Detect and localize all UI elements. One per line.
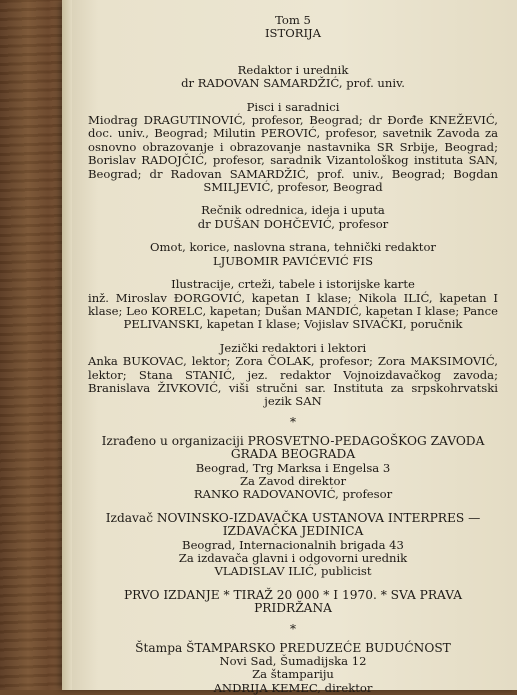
organization-address: Beograd, Trg Marksa i Engelsa 3 bbox=[195, 460, 391, 475]
organization-director-name: RANKO RADOVANOVIĆ, profesor bbox=[193, 487, 393, 502]
volume-number: Tom 5 bbox=[275, 13, 311, 27]
edition-line-2: PRIDRŽANA bbox=[254, 601, 332, 616]
publisher-address: Beograd, Internacionalnih brigada 43 bbox=[182, 537, 404, 552]
separator-star: * bbox=[290, 414, 296, 429]
printer-director-role: Za štampariju bbox=[252, 667, 334, 682]
editor-name: dr RADOVAN SAMARDŽIĆ, prof. univ. bbox=[181, 76, 405, 91]
cover-role: Omot, korice, naslovna strana, tehnički redaktor bbox=[150, 240, 436, 255]
illustrations-role: Ilustracije, crteži, tabele i istorijske karte bbox=[171, 277, 415, 292]
writers-list: Miodrag DRAGUTINOVIĆ, profesor, Beograd; dr Đorđe KNEŽEVIĆ, doc. univ., Beograd; Milutin PEROVIĆ, profesor, savetnik Zavoda za osnovno obrazovanje i obrazovanje nastavnika SR Srbije, Beograd; Borislav RADOJČIĆ, profesor, saradnik Vizantološkog instituta SAN, Beograd; dr Radovan SAMARDŽIĆ, prof. univ., Beograd; Bogdan SMILJEVIĆ, profesor, Beograd bbox=[88, 113, 498, 195]
colophon-text bbox=[88, 14, 498, 695]
publisher-line-1: Izdavač NOVINSKO-IZDAVAČKA USTANOVA INTERPRES — bbox=[105, 510, 481, 525]
writers-role: Pisci i saradnici bbox=[246, 99, 340, 114]
organization-director-role: Za Zavod direktor bbox=[240, 473, 346, 488]
language-list: Anka BUKOVAC, lektor; Zora ČOLAK, profesor; Zora MAKSIMOVIĆ, lektor; Stana STANIĆ, jez. redaktor Vojnoizdavačkog zavoda; Branislava ŽIVKOVIĆ, viši stručni sar. Instituta za srpskohrvatski jezik SAN bbox=[88, 354, 498, 409]
printer-line-1: Štampa ŠTAMPARSKO PREDUZEĆE BUDUĆNOST bbox=[135, 640, 451, 655]
publisher-editor-name: VLADISLAV ILIĆ, publicist bbox=[214, 564, 372, 579]
printer-address: Novi Sad, Šumadijska 12 bbox=[219, 654, 367, 669]
editor-role: Redaktor i urednik bbox=[237, 62, 349, 77]
dictionary-name: dr DUŠAN DOHČEVIĆ, profesor bbox=[197, 216, 389, 231]
organization-line-2: GRADA BEOGRADA bbox=[230, 447, 356, 462]
publisher-editor-role: Za izdavača glavni i odgovorni urednik bbox=[178, 551, 408, 565]
organization-line-1: Izrađeno u organizaciji PROSVETNO-PEDAGOŠKOG ZAVODA bbox=[101, 433, 485, 448]
volume-title: ISTORIJA bbox=[264, 26, 322, 41]
page-gutter bbox=[62, 0, 72, 690]
separator-star-2: * bbox=[290, 621, 296, 636]
language-role: Jezički redaktori i lektori bbox=[219, 340, 367, 355]
printer-director-name: ANDRIJA KEMEC, direktor bbox=[213, 680, 373, 695]
illustrations-list: inž. Miroslav ĐORGOVIĆ, kapetan I klase; Nikola ILIĆ, kapetan I klase; Leo KORELC, kapetan; Dušan MANDIĆ, kapetan I klase; Pance PELIVANSKI, kapetan I klase; Vojislav SIVAČKI, poručnik bbox=[88, 290, 498, 332]
publisher-line-2: IZDAVAČKA JEDINICA bbox=[222, 524, 364, 539]
edition-line-1: PRVO IZDANJE * TIRAŽ 20 000 * I 1970. * SVA PRAVA bbox=[123, 587, 463, 602]
dictionary-role: Rečnik odrednica, ideja i uputa bbox=[201, 203, 385, 218]
cover-name: LJUBOMIR PAVIĆEVIĆ FIS bbox=[212, 253, 374, 268]
